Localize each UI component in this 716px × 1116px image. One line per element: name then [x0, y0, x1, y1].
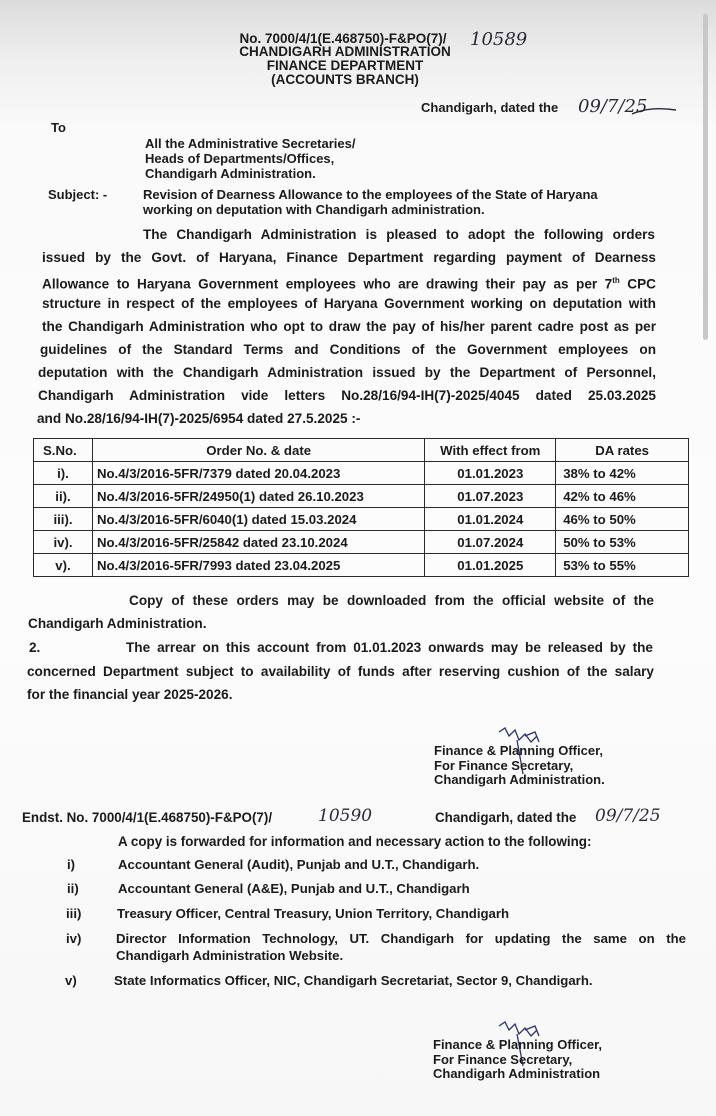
signature-block-1	[434, 744, 605, 788]
cell-wef: 01.07.2023	[425, 485, 556, 508]
signature-2-org: Chandigarh Administration	[433, 1066, 601, 1081]
cell-sno: iii).	[34, 508, 93, 531]
cell-sno: i).	[34, 462, 93, 485]
copy-item-text: Treasury Officer, Central Treasury, Union Territory, Chandigarh	[117, 906, 510, 921]
copy-item-text: State Informatics Officer, NIC, Chandigarh Secretariat, Sector 9, Chandigarh.	[114, 973, 593, 988]
dated-label: Chandigarh, dated the	[421, 100, 559, 115]
copy-item-number: ii)	[67, 881, 79, 896]
para1-line-8: Chandigarh Administration vide letters No.28/16/94-IH(7)-2025/4045 dated 25.03.2025	[38, 388, 656, 403]
col-header-da-rates: DA rates	[556, 439, 689, 462]
copy-item-number: iv)	[66, 931, 82, 946]
signature-1-for: For Finance Secretary,	[434, 757, 574, 773]
para1-line-1: The Chandigarh Administration is pleased to adopt the following orders	[143, 227, 655, 242]
table-row	[34, 531, 689, 554]
cell-wef: 01.07.2024	[425, 531, 556, 554]
addressee-line-1: All the Administrative Secretaries/	[145, 136, 356, 151]
table-row	[34, 508, 689, 531]
para1-line-4: structure in respect of the employees of Haryana Government working on deputation with	[42, 296, 656, 311]
subject-label: Subject: -	[48, 187, 108, 202]
handwritten-date: 09/7/25	[578, 96, 648, 117]
copy-note-line-1: Copy of these orders may be downloaded from the official website of the	[129, 593, 654, 608]
branch-name: (ACCOUNTS BRANCH)	[271, 72, 419, 87]
col-header-wef: With effect from	[425, 439, 556, 462]
para1-line-3-text: Allowance to Haryana Government employees who are drawing their pay as per 7	[42, 276, 613, 292]
para1-line-2: issued by the Govt. of Haryana, Finance Department regarding payment of Dearness	[42, 250, 656, 265]
cell-order: No.4/3/2016-5FR/7993 dated 23.04.2025	[92, 554, 424, 577]
cell-rate: 42% to 46%	[556, 485, 689, 508]
para1-line-7: deputation with the Chandigarh Administration issued by the Department of Personnel,	[38, 365, 656, 380]
copy-item-text-continued: Chandigarh Administration Website.	[116, 948, 344, 963]
signature-block-2	[433, 1038, 602, 1082]
copy-item-number: v)	[65, 973, 77, 988]
cell-order: No.4/3/2016-5FR/25842 dated 23.10.2024	[92, 531, 424, 554]
cell-sno: iv).	[34, 531, 93, 554]
endorsement-handwritten-date: 09/7/25	[595, 806, 661, 826]
cell-wef: 01.01.2023	[425, 462, 556, 485]
para1-line-5: the Chandigarh Administration who opt to draw the pay of his/her parent cadre post as per	[42, 319, 656, 334]
cell-rate: 38% to 42%	[556, 462, 689, 485]
table-row	[34, 485, 689, 508]
org-name: CHANDIGARH ADMINISTRATION	[239, 44, 451, 59]
cell-rate: 53% to 55%	[556, 554, 689, 577]
cell-rate: 46% to 50%	[556, 508, 689, 531]
department-name: FINANCE DEPARTMENT	[266, 58, 424, 73]
signature-1-org: Chandigarh Administration.	[434, 772, 605, 787]
table-header-row	[34, 439, 689, 462]
signature-1-designation: Finance & Planning Officer,	[434, 743, 604, 758]
subject-line-1: Revision of Dearness Allowance to the employees of the State of Haryana	[143, 187, 598, 202]
subject-line-2: working on deputation with Chandigarh administration.	[143, 202, 485, 217]
handwritten-ref-number: 10589	[470, 29, 528, 50]
para2-line-1: The arrear on this account from 01.01.2023 onwards may be released by the	[126, 640, 653, 655]
cell-wef: 01.01.2025	[425, 554, 556, 577]
endorsement-dated-label: Chandigarh, dated the	[435, 810, 577, 825]
cell-order: No.4/3/2016-5FR/24950(1) dated 26.10.2023	[92, 485, 424, 508]
copy-item-text: Accountant General (A&E), Punjab and U.T., Chandigarh	[118, 881, 470, 896]
cell-rate: 50% to 53%	[556, 531, 689, 554]
para1-line-6: guidelines of the Standard Terms and Conditions of the Government employees on	[40, 342, 656, 357]
endorsement-intro: A copy is forwarded for information and necessary action to the following:	[118, 834, 592, 849]
addressee-line-2: Heads of Departments/Offices,	[145, 151, 335, 166]
para2-line-3: for the financial year 2025-2026.	[27, 687, 233, 702]
cell-order: No.4/3/2016-5FR/6040(1) dated 15.03.2024	[92, 508, 424, 531]
copy-note-line-2: Chandigarh Administration.	[28, 616, 207, 631]
endorsement-ref-number: Endst. No. 7000/4/1(E.468750)-F&PO(7)/	[22, 810, 273, 825]
para1-line-9: and No.28/16/94-IH(7)-2025/6954 dated 27.5.2025 :-	[37, 411, 361, 426]
to-label: To	[51, 120, 66, 135]
signature-2-designation: Finance & Planning Officer,	[433, 1037, 603, 1052]
da-rates-table	[33, 438, 689, 577]
copy-item-text: Director Information Technology, UT. Chandigarh for updating the same on the	[116, 931, 686, 946]
superscript-th: th	[612, 276, 620, 285]
addressee-line-3: Chandigarh Administration.	[145, 166, 316, 181]
signature-2-for: For Finance Secretary,	[433, 1051, 573, 1067]
para2-line-2: concerned Department subject to availability of funds after reserving cushion of the salary	[27, 664, 654, 679]
cell-sno: ii).	[34, 485, 93, 508]
cell-sno: v).	[34, 554, 93, 577]
table-row	[34, 462, 689, 485]
copy-item-number: i)	[67, 857, 76, 872]
table-row	[34, 554, 689, 577]
cell-order: No.4/3/2016-5FR/7379 dated 20.04.2023	[92, 462, 424, 485]
cell-wef: 01.01.2024	[425, 508, 556, 531]
col-header-sno: S.No.	[34, 439, 93, 462]
copy-item-number: iii)	[66, 906, 82, 921]
reference-number: No. 7000/4/1(E.468750)-F&PO(7)/	[239, 31, 447, 46]
para1-line-3-cpc: CPC	[619, 276, 656, 292]
para2-number: 2.	[29, 640, 41, 655]
col-header-order: Order No. & date	[92, 439, 424, 462]
endorsement-handwritten-ref: 10590	[318, 806, 373, 826]
copy-item-text: Accountant General (Audit), Punjab and U.T., Chandigarh.	[118, 857, 480, 872]
handwritten-underline-icon	[630, 104, 680, 118]
vertical-scrollbar[interactable]	[703, 14, 708, 340]
